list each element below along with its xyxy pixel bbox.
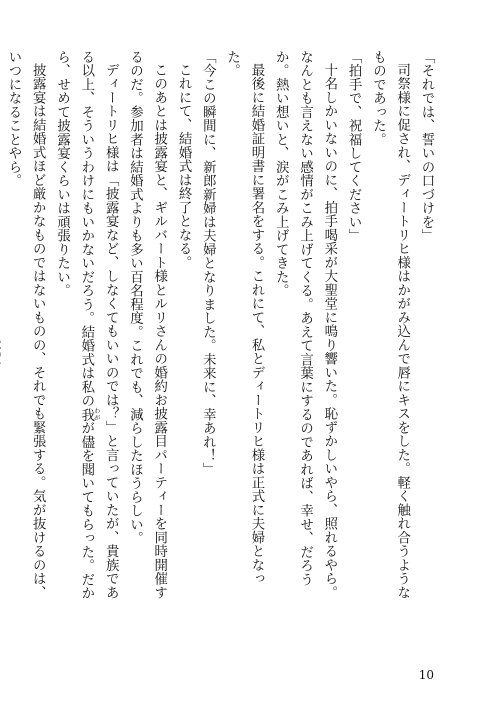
narration-paragraph: 最後に結婚証明書に署名をする。これにて、私とディートリヒ様は正式に夫婦となった。 [224, 50, 264, 586]
narration-paragraph: ディートリヒ様は「披露宴など、しなくてもいいのでは？」と言っていたが、貴族である以上、そういうわけにもいかないだろう。結婚式は私の我 わがが儘を聞いてもらった。だから、せめて披露宴くらいは頑張りたい。 [54, 50, 119, 600]
narration-paragraph: 披露宴は結婚式ほど厳かなものではないものの、それでも緊張する。気が抜けるのは、いつになることやら。 [5, 50, 46, 600]
narration-paragraph: これにて、結婚式は終了となる。 [176, 63, 192, 270]
narration-paragraph: 司祭様に促され、ディートリヒ様はかがみ込んで唇にキスをした。軽く触れ合うようなものであった。 [370, 50, 410, 600]
vertical-text-body [5, 50, 438, 605]
dialogue-line: 「今この瞬間に、新郎新婦は夫婦となりました。未来に、幸あれ！」 [200, 50, 216, 477]
dialogue-line: 「それでは、誓いの口づけを」 [419, 50, 434, 243]
ruby-reading: わが [92, 407, 100, 422]
ruby-annotation: 我 わが [78, 407, 100, 422]
narration-paragraph: 十名しかいないのに、拍手喝采が大聖堂に鳴り響いた。恥ずかしいやら、照れるやら。なんとも言えない感情がこみ上げてくる。あえて言葉にするのであれば、幸せ、だろうか。熱い想いと、涙がこみ上げてきた。 [273, 50, 337, 600]
ruby-reading [0, 338, 1, 366]
dialogue-line: 「拍手で、祝福してください」 [346, 50, 362, 243]
narration-paragraph: このあとは披露宴と、ギルバート様とルリさんの婚約お披露目パーティーを同時開催するのだ。参加者は結婚式よりも多い百名程度。これでも、減らしたほうらしい。 [127, 50, 167, 600]
page-number: 10 [418, 668, 434, 682]
